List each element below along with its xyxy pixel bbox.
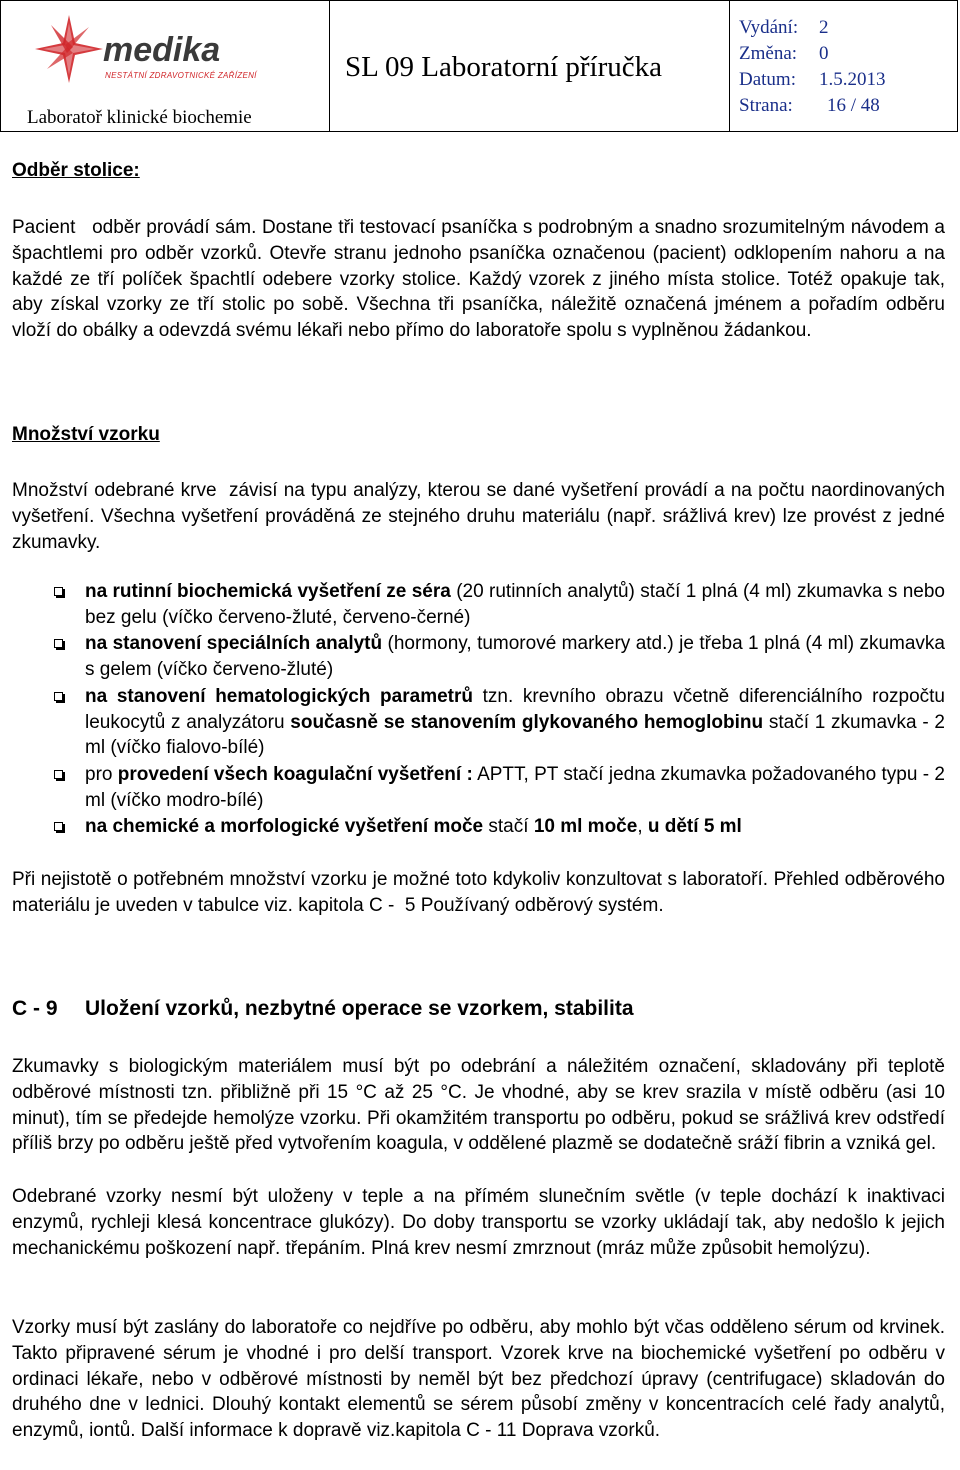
checkbox-bullet-icon xyxy=(54,639,63,648)
item-bold-3: u dětí 5 ml xyxy=(647,816,742,838)
logo-name: medika xyxy=(103,31,221,69)
quantity-section-title: Množství vzorku xyxy=(12,424,160,445)
list-item xyxy=(12,631,945,683)
quantity-outro: Při nejistotě o potřebném množství vzorku je možné toto kdykoliv konzultovat s laboratoří. Přehled odběrového materiálu je uveden v tabulce viz. kapitola C - 5 Používaný odběrový systém. xyxy=(12,869,951,916)
chapter-number: C - 9 xyxy=(12,997,58,1020)
meta-strana xyxy=(739,95,880,117)
list-item xyxy=(12,579,945,631)
stool-paragraph: Pacient odběr provádí sám. Dostane tři testovací psaníčka s podrobným a snadno srozumitelným návodem a špachtlemi pro odběr vzorků. Otevře stranu jednoho psaníčka označenou (pacient) odklopením nahoru a na každé ze tří políček špachtlí odebere vzorky stolice. Každý vzorek z jiného místa stolice. Totéž opakuje tak, aby získal vzorky ze tří stolic po sobě. Všechna tři psaníčka, náležitě označená jménem a pořadím odběru vloží do obálky a odevzdá svému lékaři nebo přímo do laboratoře spolu s vyplněnou žádankou. xyxy=(12,217,951,342)
checkbox-bullet-icon xyxy=(54,692,63,701)
medika-logo xyxy=(29,9,259,99)
item-bold: na stanovení speciálních analytů xyxy=(85,633,383,655)
quantity-list xyxy=(12,579,945,841)
meta-datum xyxy=(739,69,886,91)
item-bold: provedení všech koagulační vyšetření : xyxy=(117,763,473,785)
item-bold: na stanovení hematologických parametrů xyxy=(85,685,473,707)
quantity-intro: Množství odebrané krve závisí na typu analýzy, kterou se dané vyšetření provádí a na počtu naordinovaných vyšetření. Všechna vyšetření prováděná ze stejného druhu materiálu (např. srážlivá krev) lze provést z jedné zkumavky. xyxy=(12,480,951,553)
meta-zmena xyxy=(739,43,829,65)
chapter-title: Uložení vzorků, nezbytné operace se vzorkem, stabilita xyxy=(85,997,634,1020)
meta-vydani-value: 2 xyxy=(819,17,829,38)
header-meta-cell xyxy=(729,1,957,131)
list-item xyxy=(12,762,945,814)
lab-name: Laboratoř klinické biochemie xyxy=(27,107,252,128)
item-text: stačí xyxy=(483,816,534,838)
meta-vydani xyxy=(739,17,829,39)
checkbox-bullet-icon xyxy=(54,587,63,596)
item-bold-2: současně se stanovením glykovaného hemoglobinu xyxy=(290,711,764,733)
meta-datum-value: 1.5.2013 xyxy=(819,69,886,90)
item-text: tzn. krevního obrazu včetně diferenciálního rozpočtu leukocytů z analyzátoru xyxy=(85,685,945,733)
logo-subtitle: NESTÁTNÍ ZDRAVOTNICKÉ ZAŘÍZENÍ xyxy=(105,71,257,80)
meta-vydani-label: Vydání: xyxy=(739,17,799,38)
medika-star-icon xyxy=(29,9,109,89)
header-logo-cell xyxy=(1,1,330,131)
document-title: SL 09 Laboratorní příručka xyxy=(345,51,663,83)
chapter-paragraph-3: Vzorky musí být zaslány do laboratoře co nejdříve po odběru, aby mohlo být včas odděleno sérum od krvinek. Takto připravené sérum je vhodné i pro delší transport. Vzorek krve na biochemické vyšetření po odběru v ordinaci lékaře, nebo v odběrové místnosti by neměl být bez předchozí úpravy (centrifugace) skladován do druhého dne v lednici. Dlouhý kontakt elementů se sérem působí změny v koncentracích celé řady analytů, enzymů, iontů. Další informace k dopravě viz.kapitola C - 11 Doprava vzorků. xyxy=(12,1317,945,1442)
checkbox-bullet-icon xyxy=(54,770,63,779)
item-text-2: stačí 1 zkumavka - 2 ml (víčko fialovo-bílé) xyxy=(85,711,945,759)
item-prefix: pro xyxy=(85,763,118,785)
item-bold: na chemické a morfologické vyšetření moče xyxy=(85,816,484,838)
meta-zmena-label: Změna: xyxy=(739,43,798,64)
chapter-paragraph-1: Zkumavky s biologickým materiálem musí být po odebrání a náležitém označení, skladovány při teplotě odběrové místnosti tzn. přibližně při 15 °C až 25 °C. Je vhodné, aby se krev srazila v místě odběru (asi 10 minut), tím se předejde hemolýze vzorku. Při okamžitém transportu po odběru, pokud se srážlivá krev odstředí příliš brzy po odběru ještě před vytvořením koagula, v oddělené plazmě se dodatečně sráží fibrin a vzniká gel. xyxy=(12,1056,945,1155)
chapter-heading xyxy=(12,997,634,1021)
item-text: APTT, PT stačí jedna zkumavka požadovaného typu - 2 ml (víčko modro-bílé) xyxy=(85,763,945,811)
item-bold: na rutinní biochemická vyšetření ze séra xyxy=(85,581,451,602)
list-item xyxy=(12,814,945,840)
item-text: (20 rutinních analytů) stačí 1 plná (4 ml) zkumavka s nebo bez gelu (víčko červeno-žluté, červeno-černé) xyxy=(85,581,945,628)
item-text: (hormony, tumorové markery atd.) je třeba 1 plná (4 ml) zkumavka s gelem (víčko červeno-žluté) xyxy=(85,633,945,681)
list-item xyxy=(12,684,945,761)
item-bold-2: 10 ml moče xyxy=(533,816,638,838)
stool-section-title: Odběr stolice: xyxy=(12,160,140,181)
checkbox-bullet-icon xyxy=(54,822,63,831)
header-title-cell xyxy=(329,1,730,131)
document-header xyxy=(0,0,958,132)
chapter-paragraph-2: Odebrané vzorky nesmí být uloženy v teple a na přímém slunečním světle (v teple dochází k inaktivaci enzymů, rychleji klesá koncentrace glukózy). Do doby transportu se vzorky ukládají tak, aby nedošlo k jejich mechanickému poškození např. třepáním. Plná krev nesmí zmrznout (mráz může způsobit hemolýzu). xyxy=(12,1186,945,1259)
meta-strana-value: 16 / 48 xyxy=(827,95,880,116)
item-text-2: , xyxy=(637,816,648,838)
meta-strana-label: Strana: xyxy=(739,95,793,116)
meta-zmena-value: 0 xyxy=(819,43,829,64)
meta-datum-label: Datum: xyxy=(739,69,796,90)
